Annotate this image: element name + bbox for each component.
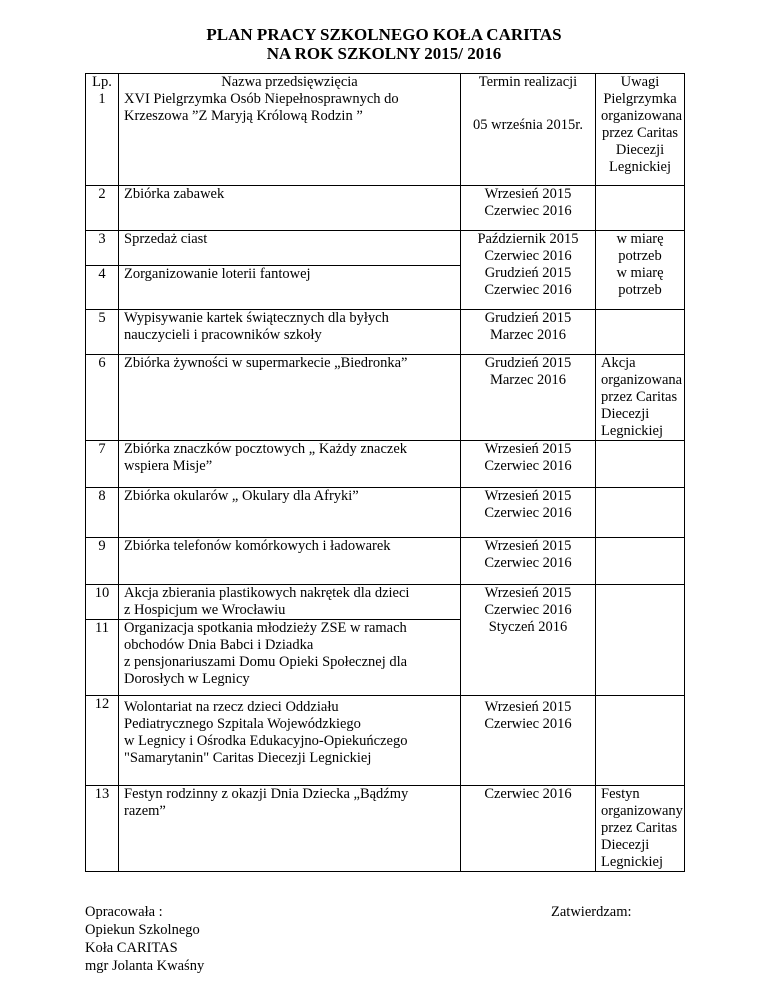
name-cell: [119, 785, 461, 871]
name-line: razem”: [124, 802, 166, 819]
name-line: Pediatrycznego Szpitala Wojewódzkiego: [124, 715, 361, 732]
term-cell: [461, 354, 596, 440]
term-cell: [461, 537, 596, 584]
term-line: Grudzień 2015: [484, 265, 572, 281]
notes-cell: [596, 74, 685, 186]
table-row: [86, 619, 685, 695]
name-cell: [119, 186, 461, 231]
term-line: Czerwiec 2016: [484, 457, 572, 474]
name-line: Festyn rodzinny z okazji Dnia Dziecka „Bądźmy: [124, 785, 409, 802]
note-line: Festyn: [601, 785, 640, 802]
name-line: nauczycieli i pracowników szkoły: [124, 326, 322, 343]
name-cell: [119, 265, 461, 309]
row-number: 5: [86, 309, 119, 354]
term-line: Czerwiec 2016: [484, 715, 572, 732]
note-line: przez Caritas: [601, 125, 679, 141]
prepared-by-org: Koła CARITAS: [85, 940, 178, 956]
notes-cell: [596, 265, 685, 309]
note-line: Diecezji: [601, 405, 650, 422]
table-row: [86, 695, 685, 785]
header-name: Nazwa przedsięwzięcia: [221, 74, 358, 90]
prepared-by-label: Opracowała :: [85, 904, 163, 920]
note-line: w miarę: [616, 265, 664, 281]
term-line: 05 września 2015r.: [473, 117, 583, 133]
note-line: Pielgrzymka: [603, 91, 677, 107]
name-line: Zbiórka zabawek: [124, 186, 225, 202]
note-line: przez Caritas: [601, 819, 678, 836]
term-line: Wrzesień 2015: [484, 584, 572, 601]
term-line: Czerwiec 2016: [484, 203, 572, 219]
header-notes: Uwagi: [620, 74, 660, 90]
term-cell: [461, 619, 596, 695]
term-cell: [461, 785, 596, 871]
note-line: Legnickiej: [601, 422, 664, 439]
note-line: organizowana: [601, 108, 683, 124]
term-cell: [461, 74, 596, 186]
name-cell: [119, 537, 461, 584]
notes-cell: [596, 785, 685, 871]
note-line: Diecezji: [601, 836, 650, 853]
prepared-by-role: Opiekun Szkolnego: [85, 922, 200, 938]
table-row: [86, 537, 685, 584]
plan-table: [85, 73, 685, 872]
note-line: organizowany: [601, 802, 683, 819]
note-line: Akcja: [601, 354, 636, 371]
term-cell: [461, 186, 596, 231]
notes-cell: [596, 487, 685, 537]
row-number: 13: [86, 785, 119, 871]
note-line: potrzeb: [618, 248, 662, 264]
notes-cell: [596, 309, 685, 354]
term-line: Czerwiec 2016: [484, 554, 572, 571]
term-line: Wrzesień 2015: [484, 537, 572, 554]
term-cell: [461, 440, 596, 487]
term-line: Styczeń 2016: [488, 619, 568, 635]
table-row: [86, 584, 685, 619]
term-line: Wrzesień 2015: [484, 487, 572, 504]
term-line: Marzec 2016: [489, 326, 567, 343]
notes-cell: [596, 354, 685, 440]
row-number: 4: [86, 265, 119, 309]
term-line: Wrzesień 2015: [484, 440, 572, 457]
lp-cell: [86, 74, 119, 186]
document-subtitle: NA ROK SZKOLNY 2015/ 2016: [266, 44, 502, 63]
term-line: Czerwiec 2016: [484, 504, 572, 521]
table-row: [86, 354, 685, 440]
table-row: [86, 440, 685, 487]
row-number: 6: [86, 354, 119, 440]
name-line: Akcja zbierania plastikowych nakrętek dla dzieci: [124, 584, 410, 601]
term-cell: [461, 487, 596, 537]
table-row: [86, 74, 685, 186]
name-line: Wypisywanie kartek świątecznych dla byłych: [124, 309, 389, 326]
notes-cell: [596, 440, 685, 487]
note-line: organizowana: [601, 371, 683, 388]
term-line: Październik 2015: [477, 231, 579, 247]
name-line: Zbiórka telefonów komórkowych i ładowarek: [124, 537, 391, 554]
term-line: Grudzień 2015: [484, 309, 572, 326]
header-term: Termin realizacji: [478, 74, 578, 90]
term-line: Wrzesień 2015: [484, 698, 572, 715]
table-row: [86, 231, 685, 266]
name-line: z pensjonariuszami Domu Opieki Społecznej dla: [124, 653, 408, 670]
name-cell: [119, 619, 461, 695]
note-line: Legnickiej: [608, 159, 671, 175]
name-line: wspiera Misje”: [124, 457, 213, 474]
term-line: Czerwiec 2016: [484, 785, 572, 802]
term-line: Wrzesień 2015: [484, 186, 572, 202]
name-cell: [119, 74, 461, 186]
notes-cell: [596, 695, 685, 785]
term-line: Marzec 2016: [489, 371, 567, 388]
name-cell: [119, 354, 461, 440]
row-number: 3: [86, 231, 119, 266]
table-row: [86, 309, 685, 354]
name-cell: [119, 695, 461, 785]
name-cell: [119, 584, 461, 619]
prepared-by-block: [85, 903, 204, 975]
note-line: w miarę: [616, 231, 664, 247]
row-number: 2: [86, 186, 119, 231]
note-line: potrzeb: [618, 282, 662, 298]
notes-cell: [596, 186, 685, 231]
notes-cell: [596, 537, 685, 584]
name-line: Zbiórka okularów „ Okulary dla Afryki”: [124, 487, 359, 504]
table-row: [86, 265, 685, 309]
note-line: Legnickiej: [601, 853, 664, 870]
row-number: 8: [86, 487, 119, 537]
name-line: w Legnicy i Ośrodka Edukacyjno-Opiekuńczego: [124, 732, 408, 749]
name-cell: [119, 231, 461, 266]
name-cell: [119, 487, 461, 537]
notes-cell: [596, 619, 685, 695]
name-line: Zbiórka znaczków pocztowych „ Każdy znaczek: [124, 440, 408, 457]
term-line: Czerwiec 2016: [484, 248, 572, 264]
note-line: Diecezji: [615, 142, 665, 158]
name-line: "Samarytanin" Caritas Diecezji Legnickiej: [124, 749, 372, 766]
prepared-by-name: mgr Jolanta Kwaśny: [85, 958, 205, 974]
name-line: Zbiórka żywności w supermarkecie „Biedronka”: [124, 354, 408, 371]
row-number: 1: [98, 91, 106, 107]
approval-label: Zatwierdzam:: [551, 904, 632, 920]
row-number: 7: [86, 440, 119, 487]
row-number: 10: [86, 584, 119, 619]
table-row: [86, 186, 685, 231]
name-line: Krzeszowa ”Z Maryją Królową Rodzin ”: [124, 108, 363, 124]
notes-cell: [596, 584, 685, 619]
name-line: Zorganizowanie loterii fantowej: [124, 265, 311, 282]
document-title: PLAN PRACY SZKOLNEGO KOŁA CARITAS: [206, 25, 562, 44]
name-line: Wolontariat na rzecz dzieci Oddziału: [124, 698, 339, 715]
name-line: obchodów Dnia Babci i Dziadka: [124, 636, 314, 653]
row-number: 11: [86, 619, 119, 695]
table-row: [86, 785, 685, 871]
notes-cell: [596, 231, 685, 266]
term-line: Czerwiec 2016: [484, 282, 572, 298]
term-cell: [461, 265, 596, 309]
term-line: Grudzień 2015: [484, 354, 572, 371]
term-cell: [461, 309, 596, 354]
name-line: Dorosłych w Legnicy: [124, 670, 250, 687]
note-line: przez Caritas: [601, 388, 678, 405]
name-cell: [119, 440, 461, 487]
term-cell: [461, 695, 596, 785]
header-lp: Lp.: [92, 74, 112, 90]
term-line: Czerwiec 2016: [484, 601, 572, 618]
row-number: 9: [86, 537, 119, 584]
name-line: z Hospicjum we Wrocławiu: [124, 601, 286, 618]
name-line: XVI Pielgrzymka Osób Niepełnosprawnych do: [124, 91, 399, 107]
term-cell: [461, 584, 596, 619]
table-row: [86, 487, 685, 537]
name-cell: [119, 309, 461, 354]
term-cell: [461, 231, 596, 266]
name-line: Sprzedaż ciast: [124, 231, 208, 247]
row-number: 12: [86, 695, 119, 785]
name-line: Organizacja spotkania młodzieży ZSE w ramach: [124, 619, 407, 636]
